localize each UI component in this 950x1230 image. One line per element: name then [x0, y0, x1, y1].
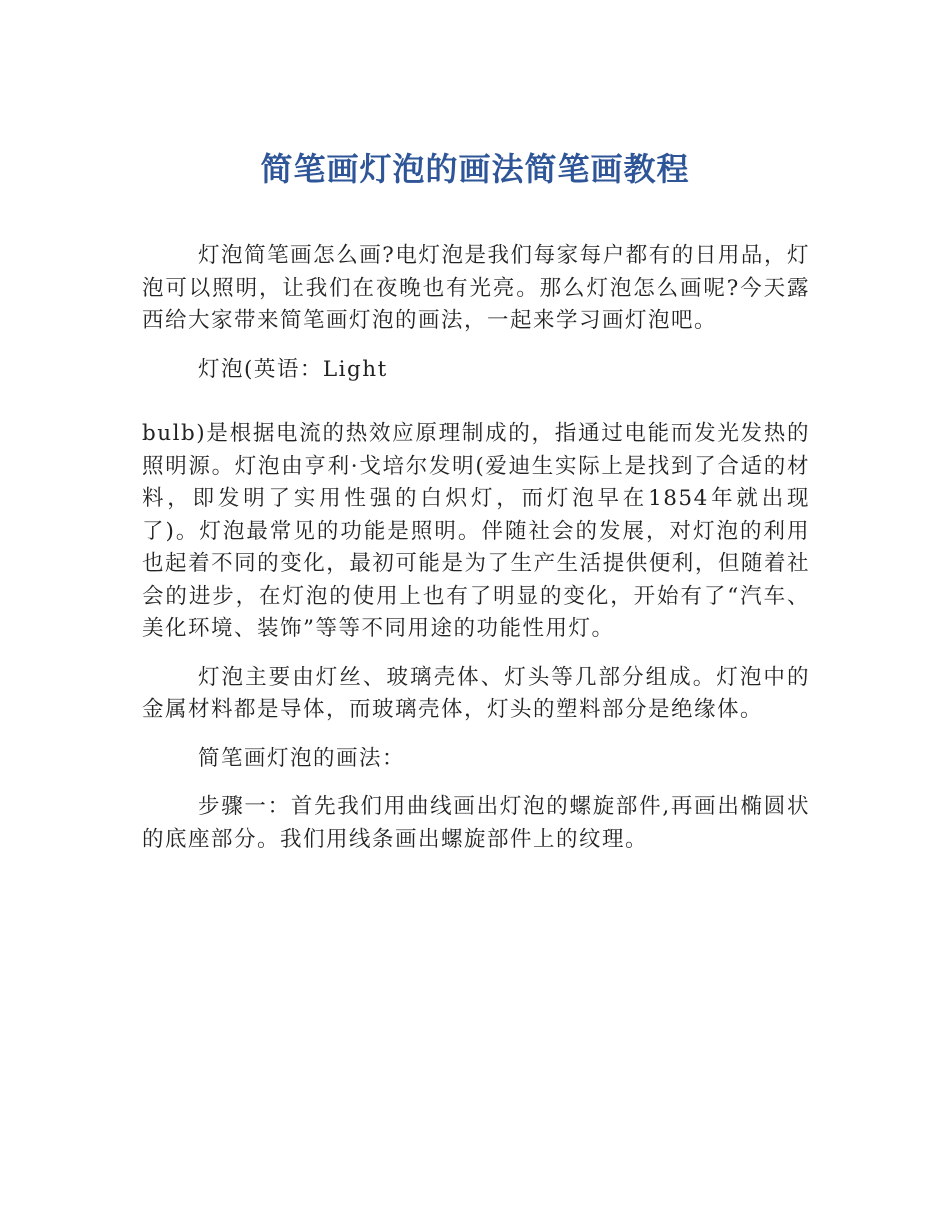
document-title: 简笔画灯泡的画法简笔画教程 — [260, 150, 690, 188]
document-body — [142, 240, 810, 872]
paragraph-components: 灯泡主要由灯丝、玻璃壳体、灯头等几部分组成。灯泡中的金属材料都是导体，而玻璃壳体，灯头的塑料部分是绝缘体。 — [142, 664, 810, 722]
paragraph-definition: bulb)是根据电流的热效应原理制成的，指通过电能而发光发热的照明源。灯泡由亨利·戈培尔发明(爱迪生实际上是找到了合适的材料，即发明了实用性强的白炽灯，而灯泡早在1854年就出现了)。灯泡最常见的功能是照明。伴随社会的发展，对灯泡的利用也起着不同的变化，最初可能是为了生产生活提供便利，但随着社会的进步，在灯泡的使用上也有了明显的变化，开始有了“汽车、美化环境、装饰”等等不同用途的功能性用灯。 — [142, 421, 810, 641]
paragraph-definition-start: 灯泡(英语：Light — [198, 356, 388, 382]
paragraph-step-one: 步骤一：首先我们用曲线画出灯泡的螺旋部件,再画出椭圆状的底座部分。我们用线条画出螺旋部件上的纹理。 — [142, 794, 810, 852]
section-heading-method: 简笔画灯泡的画法： — [198, 745, 406, 771]
paragraph-intro: 灯泡简笔画怎么画?电灯泡是我们每家每户都有的日用品，灯泡可以照明，让我们在夜晚也有光亮。那么灯泡怎么画呢?今天露西给大家带来简笔画灯泡的画法，一起来学习画灯泡吧。 — [142, 243, 810, 333]
